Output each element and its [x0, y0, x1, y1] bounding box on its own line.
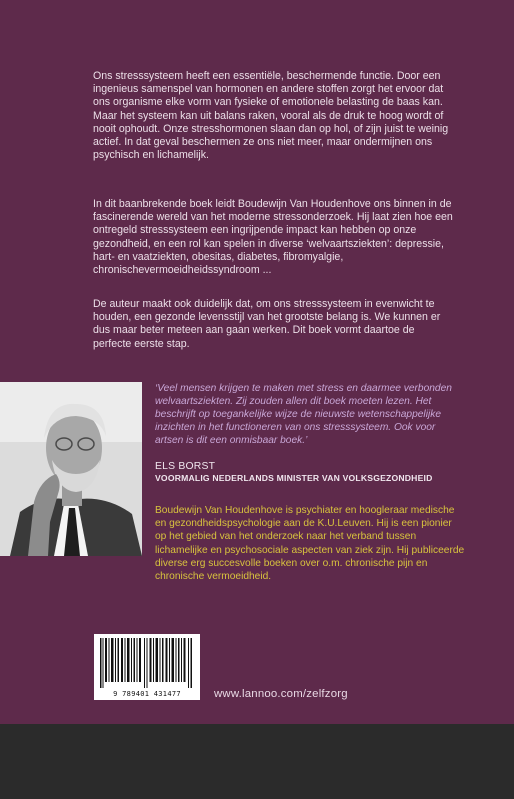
barcode-digits: 9 789401 431477: [113, 690, 181, 698]
endorsement-quote: ‘Veel mensen krijgen te maken met stress en daarmee verbonden welvaartsziekten. Zij zouden allen dit boek moeten lezen. Het beschrijft op toegankelijke wijze de nieuwste wetenschappelijke inzichten in het functioneren van ons stresssysteem. Ook voor artsen is dit een onmisbaar boek.’: [155, 383, 452, 446]
quote-author-role: VOORMALIG NEDERLANDS MINISTER VAN VOLKSGEZONDHEID: [155, 473, 433, 483]
blurb-paragraph-3: De auteur maakt ook duidelijk dat, om ons stresssysteem in evenwicht te houden, een gezonde levensstijl van het grootste belang is. We kunnen er dus maar beter meteen aan gaan werken. Dit boek vormt daartoe de perfecte eerste stap.: [93, 298, 441, 350]
blurb-paragraph-2: In dit baanbrekende boek leidt Boudewijn Van Houdenhove ons binnen in de fascinerende wereld van het moderne stressonderzoek. Hij laat zien hoe een ontregeld stresssysteem een ingrijpende impact kan hebben op onze gezondheid, en een rol kan spelen in diverse ‘welvaartsziekten’: depressie, hart- en vaatziekten, obesitas, diabetes, fibromyalgie, chronischevermoeidheidssyndroom ...: [93, 198, 453, 277]
author-bio: Boudewijn Van Houdenhove is psychiater en hoogleraar medische en gezondheidspsychologie aan de K.U.Leuven. Hij is een pionier op het gebied van het onderzoek naar het verband tussen lichamelijke en psychosociale aspecten van ziek zijn. Hij publiceerde diverse erg succesvolle boeken over o.m. chronische pijn en chronische vermoeidheid.: [155, 505, 465, 583]
publisher-website[interactable]: www.lannoo.com/zelfzorg: [214, 688, 348, 700]
barcode-bars: [94, 634, 200, 692]
bottom-band: [0, 724, 514, 799]
isbn-barcode: [94, 634, 200, 700]
author-photo: [0, 382, 142, 556]
quote-author: ELS BORST: [155, 461, 216, 472]
blurb-paragraph-1: Ons stresssysteem heeft een essentiële, beschermende functie. Door een ingenieus samenspel van hormonen en andere stoffen zorgt het ervoor dat ons organisme elke vorm van fysieke of emotionele belasting de baas kan. Maar het systeem kan uit balans raken, vooral als de druk te hoog wordt of nooit ophoudt. Onze stresshormonen slaan dan op hol, of zijn juist te weinig actief. In dat geval beschermen ze ons niet meer, maar ondermijnen ons psychisch en lichamelijk.: [93, 70, 449, 162]
